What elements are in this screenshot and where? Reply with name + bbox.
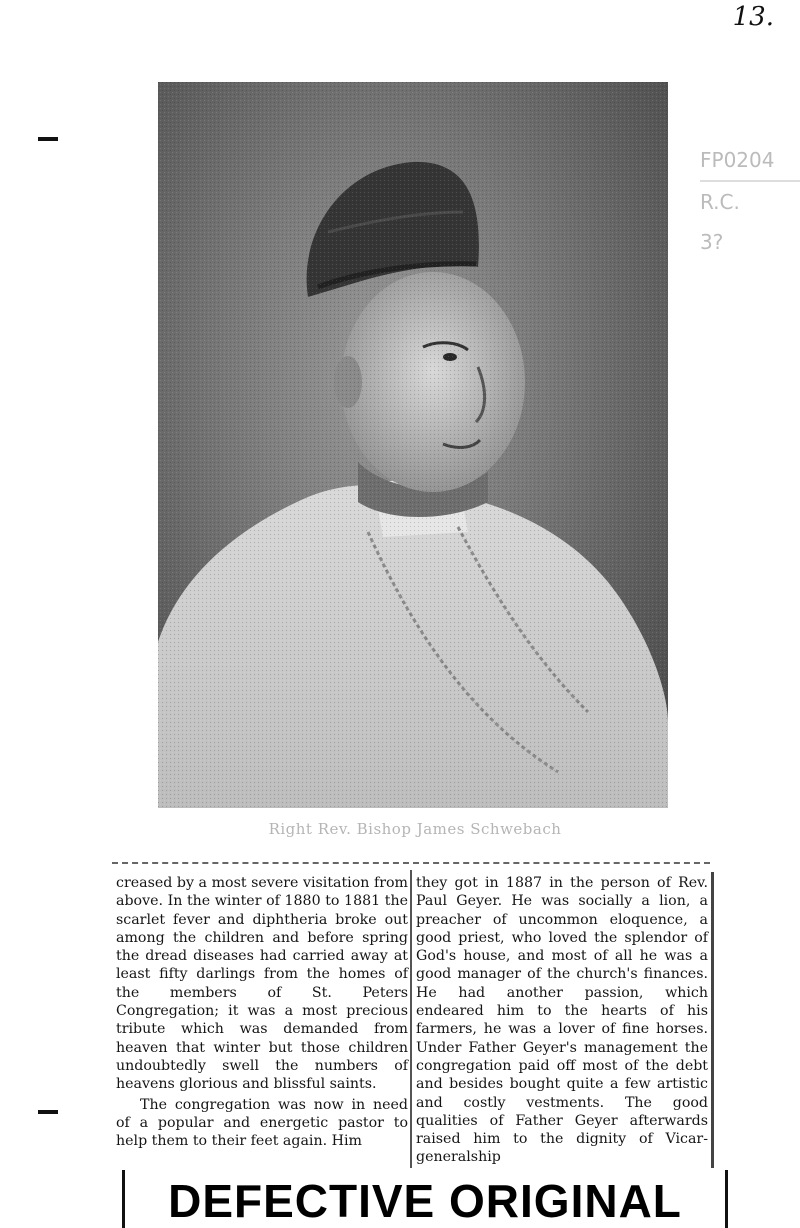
clipping-edge bbox=[711, 872, 714, 1168]
newspaper-clipping bbox=[112, 862, 710, 1172]
defective-original-text: DEFECTIVE ORIGINAL bbox=[168, 1175, 682, 1227]
article-left-column bbox=[116, 874, 408, 1150]
bishop-portrait-photo bbox=[158, 82, 668, 808]
column-divider bbox=[410, 870, 412, 1168]
margin-tick-bottom bbox=[38, 1110, 58, 1114]
article-right-column bbox=[416, 874, 708, 1167]
handwritten-margin-note bbox=[700, 140, 800, 262]
margin-tick-top bbox=[38, 137, 58, 141]
right-paragraph-1: they got in 1887 in the person of Rev. Paul Geyer. He was socially a lion, a preacher of uncommon eloquence, a good priest, who loved the splendor of God's house, and most of all he was a good manager of the church's finances. He had another passion, which endeared him to the hearts of his farmers, he was a lover of fine horses. Under Father Geyer's management the congregation paid off most of the debt and besides bought quite a few artistic and costly vestments. The good qualities of Father Geyer afterwards raised him to the dignity of Vicar-generalship bbox=[416, 875, 708, 1166]
portrait-photograph-icon bbox=[158, 82, 668, 808]
left-paragraph-1: creased by a most severe visitation from above. In the winter of 1880 to 1881 the scarlet fever and diphtheria broke out among the children and before spring the dread diseases had carried away at least fifty darlings from the homes of the members of St. Peters Congregation; it was a most precious tribute which was demanded from heaven that winter but those children undoubtedly swell the numbers of heavens glorious and blissful saints. bbox=[116, 875, 408, 1093]
defective-original-banner bbox=[122, 1170, 728, 1228]
margin-note-line-3: 3? bbox=[700, 230, 724, 254]
photo-caption: Right Rev. Bishop James Schwebach bbox=[268, 820, 562, 838]
page-number: 13. bbox=[732, 2, 774, 32]
margin-note-line-1: FP0204 bbox=[700, 140, 800, 182]
left-paragraph-2: The congregation was now in need of a popular and energetic pastor to help them to their feet again. Him bbox=[116, 1096, 408, 1150]
margin-note-line-2: R.C. bbox=[700, 190, 740, 214]
